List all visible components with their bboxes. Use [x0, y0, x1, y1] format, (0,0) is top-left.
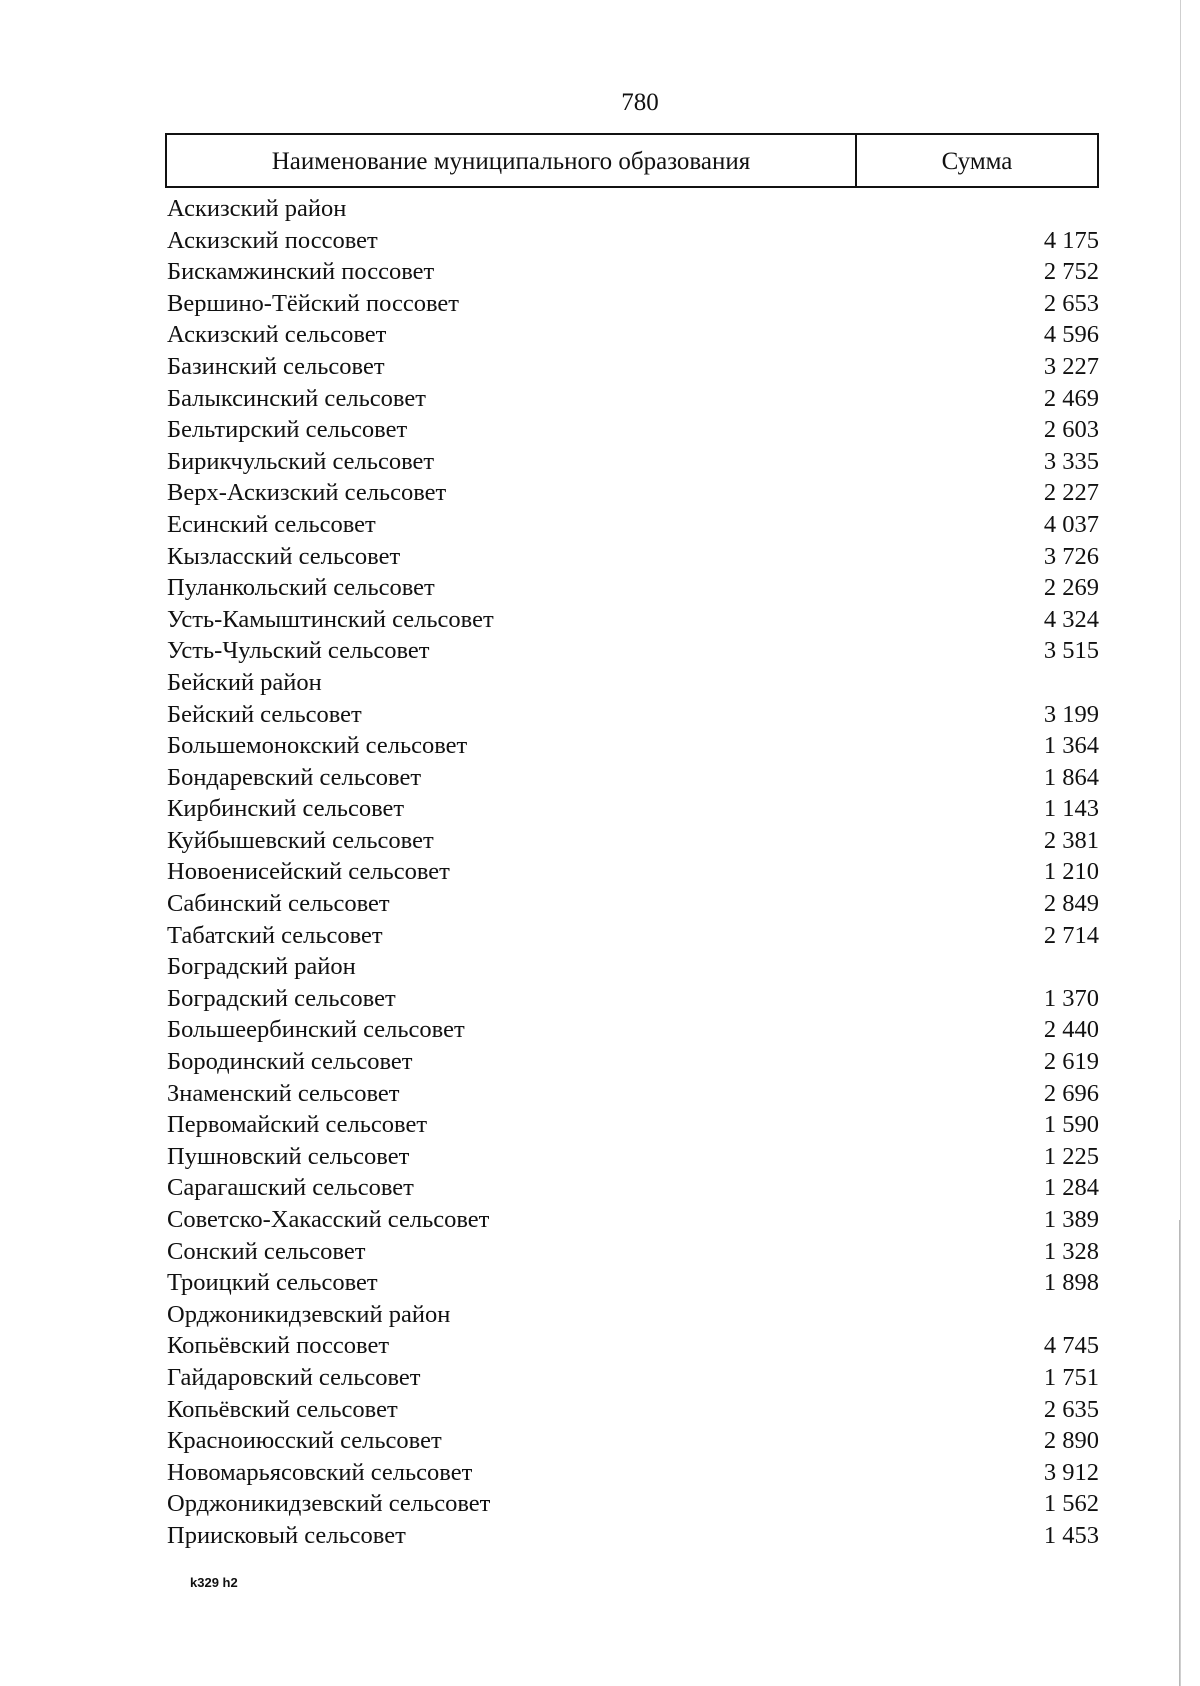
municipality-name: Бельтирский сельсовет: [167, 416, 408, 444]
amount-value: 2 440: [1043, 1016, 1099, 1044]
scan-edge-line-lower: [1179, 1220, 1180, 1686]
table-row: [167, 477, 1099, 509]
amount-value: 3 726: [1043, 542, 1099, 570]
amount-value: 4 037: [1043, 510, 1099, 538]
municipality-name: Троицкий сельсовет: [167, 1269, 378, 1297]
table-row: [167, 1267, 1099, 1299]
amount-value: 1 328: [1043, 1237, 1099, 1265]
district-heading-row: [167, 667, 1099, 699]
amount-value: 1 864: [1043, 763, 1099, 791]
municipality-name: Сонский сельсовет: [167, 1237, 366, 1265]
table-row: [167, 446, 1099, 478]
municipality-name: Кызласский сельсовет: [167, 542, 401, 570]
table-row: [167, 1078, 1099, 1110]
table-row: [167, 699, 1099, 731]
table-row: [167, 319, 1099, 351]
table-row: [167, 1488, 1099, 1520]
municipality-name: Орджоникидзевский сельсовет: [167, 1490, 491, 1518]
municipality-name: Бейский район: [167, 668, 322, 696]
table-row: [167, 1330, 1099, 1362]
amount-value: 2 269: [1043, 574, 1099, 602]
column-header-name: Наименование муниципального образования: [167, 135, 857, 186]
municipality-name: Новомарьясовский сельсовет: [167, 1458, 473, 1486]
amount-value: 1 562: [1043, 1490, 1099, 1518]
municipality-name: Куйбышевский сельсовет: [167, 826, 434, 854]
municipality-name: Пуланкольский сельсовет: [167, 574, 435, 602]
table-row: [167, 888, 1099, 920]
amount-value: 2 849: [1043, 890, 1099, 918]
amount-value: 3 335: [1043, 447, 1099, 475]
municipality-name: Копьёвский сельсовет: [167, 1395, 398, 1423]
amount-value: 4 745: [1043, 1332, 1099, 1360]
municipality-name: Сарагашский сельсовет: [167, 1174, 414, 1202]
table-row: [167, 1014, 1099, 1046]
amount-value: 1 284: [1043, 1174, 1099, 1202]
table-row: [167, 1362, 1099, 1394]
table-body: [167, 193, 1099, 1552]
municipality-name: Боградский сельсовет: [167, 984, 396, 1012]
amount-value: 2 696: [1043, 1079, 1099, 1107]
table-row: [167, 856, 1099, 888]
table-row: [167, 1394, 1099, 1426]
table-row: [167, 1046, 1099, 1078]
amount-value: 2 635: [1043, 1395, 1099, 1423]
municipality-name: Первомайский сельсовет: [167, 1111, 428, 1139]
amount-value: 1 751: [1043, 1363, 1099, 1391]
page-number: 780: [621, 89, 659, 116]
amount-value: 2 714: [1043, 921, 1099, 949]
amount-value: 2 653: [1043, 289, 1099, 317]
municipality-name: Бондаревский сельсовет: [167, 763, 422, 791]
amount-value: 1 898: [1043, 1269, 1099, 1297]
amount-value: 3 199: [1043, 700, 1099, 728]
municipality-name: Усть-Чульский сельсовет: [167, 637, 430, 665]
table-row: [167, 920, 1099, 952]
amount-value: 1 453: [1043, 1521, 1099, 1549]
table-row: [167, 351, 1099, 383]
table-row: [167, 1141, 1099, 1173]
municipality-name: Вершино-Тёйский поссовет: [167, 289, 460, 317]
table-row: [167, 1236, 1099, 1268]
municipality-name: Бискамжинский поссовет: [167, 258, 435, 286]
municipality-name: Советско-Хакасский сельсовет: [167, 1206, 490, 1233]
municipality-name: Бирикчульский сельсовет: [167, 447, 435, 475]
municipality-name: Верх-Аскизский сельсовет: [167, 479, 447, 507]
municipality-name: Табатский сельсовет: [167, 921, 383, 949]
amount-value: 2 619: [1043, 1048, 1099, 1076]
table-row: [167, 572, 1099, 604]
table-row: [167, 762, 1099, 794]
amount-value: 3 227: [1043, 352, 1099, 380]
table-row: [167, 730, 1099, 762]
municipality-name: Знаменский сельсовет: [167, 1079, 400, 1107]
table-row: [167, 1172, 1099, 1204]
table-row: [167, 604, 1099, 636]
amount-value: 2 381: [1043, 826, 1099, 854]
municipality-name: Бейский сельсовет: [167, 700, 362, 728]
amount-value: 3 912: [1043, 1458, 1099, 1486]
district-heading-row: [167, 1299, 1099, 1331]
municipality-name: Аскизский район: [167, 195, 347, 222]
table-row: [167, 225, 1099, 257]
amount-value: 1 225: [1043, 1142, 1099, 1170]
table-row: [167, 1457, 1099, 1489]
municipality-name: Аскизский сельсовет: [167, 321, 387, 349]
table-row: [167, 635, 1099, 667]
table-row: [167, 1204, 1099, 1236]
municipality-name: Базинский сельсовет: [167, 352, 385, 380]
municipality-name: Орджоникидзевский район: [167, 1300, 451, 1328]
municipality-name: Пушновский сельсовет: [167, 1142, 410, 1170]
municipality-name: Бородинский сельсовет: [167, 1048, 413, 1076]
table-row: [167, 983, 1099, 1015]
municipality-name: Гайдаровский сельсовет: [167, 1363, 421, 1391]
scan-edge-line: [1180, 0, 1181, 1686]
table-row: [167, 383, 1099, 415]
municipality-name: Большемонокский сельсовет: [167, 732, 468, 760]
table-row: [167, 256, 1099, 288]
municipality-name: Новоенисейский сельсовет: [167, 858, 450, 886]
amount-value: 2 469: [1043, 384, 1099, 412]
amount-value: 2 752: [1043, 258, 1099, 286]
amount-value: 1 210: [1043, 858, 1099, 886]
table-header: [165, 133, 1099, 188]
amount-value: 4 324: [1043, 605, 1099, 633]
amount-value: 3 515: [1043, 637, 1099, 665]
municipality-name: Красноиюсский сельсовет: [167, 1427, 442, 1455]
footer-code: k329 h2: [190, 1575, 238, 1590]
municipality-name: Большеербинский сельсовет: [167, 1016, 465, 1044]
table-row: [167, 541, 1099, 573]
municipality-name: Копьёвский поссовет: [167, 1332, 390, 1360]
amount-value: 2 603: [1043, 416, 1099, 444]
table-row: [167, 1109, 1099, 1141]
amount-value: 2 227: [1043, 479, 1099, 507]
municipality-name: Усть-Камыштинский сельсовет: [167, 605, 494, 633]
amount-value: 2 890: [1043, 1427, 1099, 1455]
amount-value: 4 596: [1043, 321, 1099, 349]
amount-value: 4 175: [1043, 226, 1099, 254]
table-row: [167, 825, 1099, 857]
municipality-name: Балыксинский сельсовет: [167, 384, 426, 412]
amount-value: 1 389: [1043, 1206, 1099, 1233]
column-header-sum: Сумма: [941, 147, 1013, 175]
municipality-name: Сабинский сельсовет: [167, 890, 390, 918]
amount-value: 1 143: [1043, 795, 1099, 823]
municipality-name: Аскизский поссовет: [167, 226, 378, 254]
district-heading-row: [167, 193, 1099, 225]
table-row: [167, 288, 1099, 320]
table-row: [167, 509, 1099, 541]
table-row: [167, 414, 1099, 446]
table-row: [167, 1520, 1099, 1552]
municipality-name: Боградский район: [167, 953, 356, 981]
municipality-name: Кирбинский сельсовет: [167, 795, 405, 823]
amount-value: 1 364: [1043, 732, 1099, 760]
amount-value: 1 370: [1043, 984, 1099, 1012]
table-row: [167, 1425, 1099, 1457]
amount-value: 1 590: [1043, 1111, 1099, 1139]
municipality-name: Есинский сельсовет: [167, 510, 376, 538]
district-heading-row: [167, 951, 1099, 983]
municipality-name: Приисковый сельсовет: [167, 1521, 406, 1549]
table-row: [167, 793, 1099, 825]
